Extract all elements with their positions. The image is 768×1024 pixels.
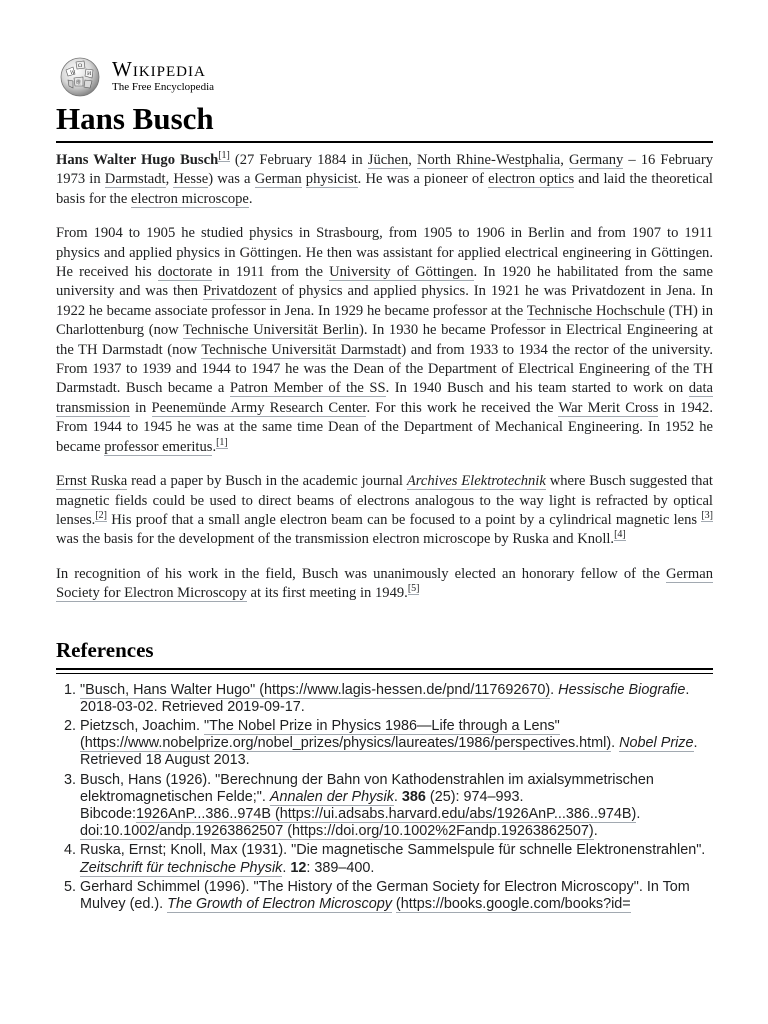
text-run: . For this work he received the xyxy=(366,399,559,416)
article-link[interactable]: professor emeritus xyxy=(104,438,213,455)
citation-ref[interactable] xyxy=(95,510,107,522)
text-run: . xyxy=(636,805,641,822)
citation-link[interactable]: [5] xyxy=(407,583,420,595)
citation-link[interactable]: [3] xyxy=(701,510,713,522)
text-run: . xyxy=(393,788,402,805)
citation-ref[interactable] xyxy=(408,583,420,595)
text-run: – 16 February 1973 in xyxy=(56,152,714,188)
text-run: ) was a xyxy=(208,171,255,188)
text-run: . xyxy=(248,190,253,207)
article-link[interactable]: electron microscope xyxy=(130,190,249,207)
reference-item xyxy=(80,879,713,913)
article-link[interactable]: Zeitschrift für technische Physik xyxy=(80,859,283,876)
article-link[interactable]: Jüchen xyxy=(367,152,409,168)
page-title: Hans Busch xyxy=(56,101,713,143)
paragraph xyxy=(56,224,713,457)
text-run: where Busch suggested that magnetic fields could be used to direct beams of electrons analogous to the way light is refracted by optical lenses. xyxy=(56,473,713,528)
text-run: . xyxy=(593,823,598,840)
text-run: (27 February 1884 in xyxy=(229,152,368,168)
bold-text: Hans Walter Hugo Busch xyxy=(56,152,219,168)
text-run: . Retrieved 18 August 2013. xyxy=(80,735,698,769)
article-link[interactable]: data transmission xyxy=(56,380,713,416)
text-run: . xyxy=(282,859,291,876)
text-run: Busch, Hans (1926). "Berechnung der Bahn von Kathodenstrahlen im axialsymmetrischen elektromagnetischen Felde;". xyxy=(80,771,654,805)
text-run: , xyxy=(408,152,417,168)
text-run: in 1911 from the xyxy=(212,264,330,281)
italic-text: Hessische Biografie xyxy=(558,681,686,698)
citation-ref[interactable] xyxy=(218,150,230,162)
text-run: . xyxy=(550,681,559,698)
article-link[interactable]: University of Göttingen xyxy=(329,264,474,281)
references-heading: References xyxy=(56,638,713,670)
wordmark-title: Wikipedia xyxy=(112,57,206,81)
article-link[interactable]: "Busch, Hans Walter Hugo" (https://www.lagis-hessen.de/pnd/117692670) xyxy=(80,681,551,698)
text-run: His proof that a small angle electron beam can be focused to a point by a cylindrical magnetic lens xyxy=(107,511,702,528)
citation-link[interactable]: [1] xyxy=(216,436,228,448)
article-link[interactable]: War Merit Cross xyxy=(558,399,659,416)
reference-item xyxy=(80,842,713,876)
svg-text:И: И xyxy=(87,71,92,77)
article-link[interactable]: Technische Hochschule xyxy=(526,302,665,319)
text-run: was the basis for the development of the transmission electron microscope by Ruska and Knoll. xyxy=(56,531,615,548)
citation-ref[interactable] xyxy=(614,529,626,541)
text-run: (TH) in Charlottenburg (now xyxy=(56,302,713,339)
wordmark-tagline: The Free Encyclopedia xyxy=(112,81,215,93)
text-run: In recognition of his work in the field, Busch was unanimously elected an honorary fellow of the xyxy=(56,565,666,582)
article-link[interactable]: Annalen der Physik xyxy=(269,788,394,805)
article-link[interactable]: The Growth of Electron Microscopy xyxy=(167,895,392,912)
article-link[interactable]: (https://books.google.com/books?id= xyxy=(395,895,631,912)
article-link[interactable]: Darmstadt xyxy=(104,171,166,188)
paragraph xyxy=(56,151,713,209)
article-link[interactable]: doi:10.1002/andp.19263862507 (https://doi.org/10.1002%2Fandp.19263862507) xyxy=(80,823,594,840)
text-run: . In 1920 he habilitated from the same university and was then xyxy=(56,264,714,300)
text-run: . He was a pioneer of xyxy=(357,171,489,188)
reference-item xyxy=(80,682,713,716)
text-run: (25): 974–993. Bibcode: xyxy=(80,788,524,822)
article-link[interactable]: Nobel Prize xyxy=(619,735,694,752)
article-link[interactable]: North Rhine-Westphalia xyxy=(417,152,561,168)
text-run: read a paper by Busch in the academic journal xyxy=(127,473,407,490)
text-run: . 2018-03-02. Retrieved 2019-09-17. xyxy=(80,681,690,715)
svg-text:W: W xyxy=(70,70,76,76)
text-run: , xyxy=(560,152,569,168)
paragraph xyxy=(56,472,713,550)
reference-item xyxy=(80,772,713,841)
text-run: : 389–400. xyxy=(306,859,375,876)
text-run: and laid the theoretical basis for the xyxy=(56,171,713,207)
text-run: in xyxy=(129,399,152,416)
text-run: , xyxy=(165,171,174,188)
text-run: at its first meeting in 1949. xyxy=(246,585,408,602)
article-link[interactable]: Hesse xyxy=(173,171,209,188)
article-body xyxy=(56,151,713,604)
article-link[interactable]: Germany xyxy=(569,152,624,168)
article-link[interactable]: Archives Elektrotechnik xyxy=(406,473,546,490)
article-link[interactable]: German Society for Electron Microscopy xyxy=(56,565,713,602)
citation-ref[interactable] xyxy=(216,437,228,449)
wikipedia-globe-icon[interactable] xyxy=(56,54,104,98)
article-link[interactable]: "The Nobel Prize in Physics 1986—Life through a Lens" (https://www.nobelprize.org/nobel_prizes/physics/laureates/1986/perspectives.html) xyxy=(80,717,612,752)
text-run: . xyxy=(212,438,217,455)
text-run: From 1904 to 1905 he studied physics in Strasbourg, from 1905 to 1906 in Berlin and from 1907 to 1911 physics and applied physics in Göttingen. He then was assistant for applied electrical engineering in Göttingen. He received his xyxy=(56,225,713,281)
citation-ref[interactable] xyxy=(701,510,713,522)
site-header[interactable] xyxy=(56,53,713,99)
article-link[interactable]: Technische Universität Darmstadt xyxy=(201,341,402,358)
text-run: in 1942. From 1944 to 1945 he was at the same time Dean of the Department of Mechanical Engineering. In 1952 he became xyxy=(56,399,714,455)
text-run: . xyxy=(611,735,620,752)
wordmark xyxy=(112,59,214,93)
text-run: of physics and applied physics. In 1921 he was Privatdozent in Jena. In 1922 he became associate professor in Jena. In 1929 he became professor at the xyxy=(56,283,713,319)
bold-text: 386 xyxy=(401,788,426,805)
svg-text:Ω: Ω xyxy=(78,63,83,69)
text-run: ). In 1930 he became Professor in Electrical Engineering at the TH Darmstadt (now xyxy=(56,322,713,358)
bold-text: 12 xyxy=(290,859,307,876)
article-link[interactable]: Patron Member of the SS xyxy=(229,380,386,397)
article-link[interactable]: 1926AnP...386..974B (https://ui.adsabs.harvard.edu/abs/1926AnP...386..974B) xyxy=(136,805,637,822)
article-link[interactable]: Ernst Ruska xyxy=(56,473,128,490)
article-link[interactable]: electron optics xyxy=(488,171,575,188)
text-run: Gerhard Schimmel (1996). "The History of the German Society for Electron Microscopy". In Tom Mulvey (ed.). xyxy=(80,878,690,912)
citation-link[interactable]: [4] xyxy=(614,529,626,541)
text-run: ) and from 1933 to 1934 the rector of the university. From 1937 to 1939 and 1944 to 1947 he was the Dean of the Department of Electrical Engineering of the TH Darmstadt. Busch became a xyxy=(56,341,713,397)
article-link[interactable]: physicist xyxy=(305,171,358,188)
article-link[interactable]: Peenemünde Army Research Center xyxy=(151,399,367,416)
svg-text:维: 维 xyxy=(76,80,82,86)
text-run: . In 1940 Busch and his team started to work on xyxy=(385,380,689,397)
article-link[interactable]: German xyxy=(254,171,302,188)
references-list xyxy=(56,682,713,914)
citation-link[interactable]: [1] xyxy=(218,150,230,162)
paragraph xyxy=(56,565,713,604)
reference-item xyxy=(80,718,713,770)
article-link[interactable]: Privatdozent xyxy=(203,283,277,300)
article-link[interactable]: doctorate xyxy=(157,264,213,281)
article-link[interactable]: Technische Universität Berlin xyxy=(183,322,360,339)
references-divider xyxy=(56,673,713,674)
text-run: Ruska, Ernst; Knoll, Max (1931). "Die magnetische Sammelspule für schnelle Elektronenstrahlen". xyxy=(80,842,706,859)
text-run: Pietzsch, Joachim. xyxy=(80,717,204,734)
article xyxy=(56,53,713,915)
citation-link[interactable]: [2] xyxy=(95,510,107,522)
